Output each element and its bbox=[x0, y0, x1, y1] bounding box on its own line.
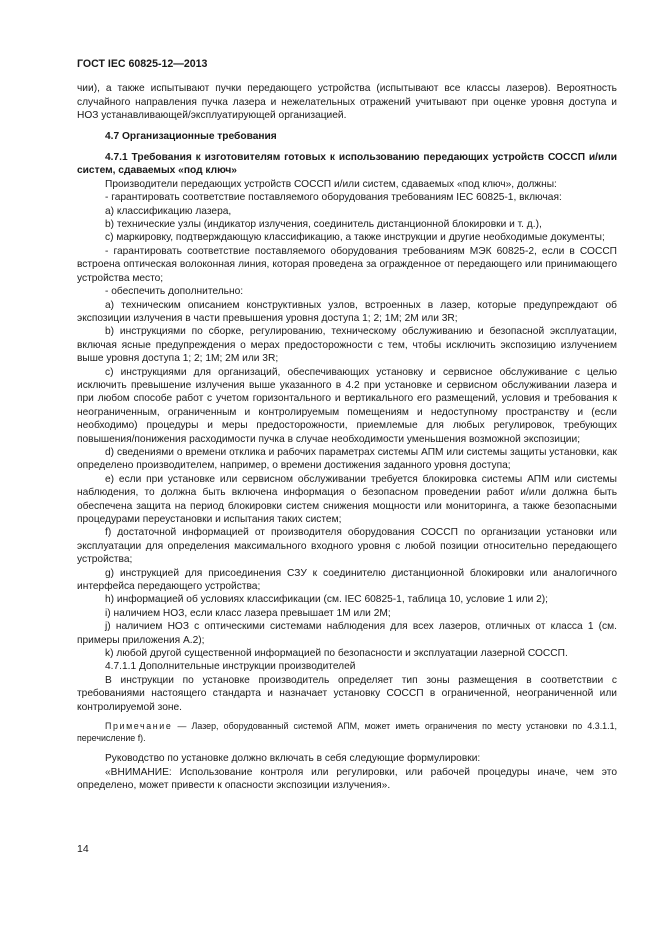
list-item: - обеспечить дополнительно: bbox=[105, 286, 244, 298]
list-item: c) инструкциями для организаций, обеспечивающих установку и сервисное обслуживание с целью исключить превышение излучения выше указанного в 4.2 при установке и сервисном обслуживании лазера и при любом способе работ с учетом горизонтального и вертикального его размещений, условия и требования к неограниченным, ограниченным и контролируемым помещениям и недоступному пространству и (если необходимо) процедуры и меры предосторожности, приемлемые для любых регулировок, требующих повышения/понижения расходимости пучка в случае необходимости уменьшения возможной экспозиции; bbox=[77, 366, 617, 445]
list-item: a) классификацию лазера, bbox=[105, 205, 232, 217]
list-item: - гарантировать соответствие поставляемого оборудования требованиям МЭК 60825-2, если в СОССП встроена оптическая волоконная линия, которая проведена за огражденное от передающего или принимающего устройства место; bbox=[77, 245, 617, 284]
list-item: b) инструкциями по сборке, регулированию, техническому обслуживанию и безопасной эксплуатации, включая ясные предупреждения о мерах предосторожности с тем, чтобы исключить экспозицию излучением выше уровня доступа 1; 2; 1M; 2M или 3R; bbox=[77, 326, 617, 365]
document-header: ГОСТ IEC 60825-12—2013 bbox=[77, 58, 208, 70]
subsection-heading-4-7-1-1: 4.7.1.1 Дополнительные инструкции производителей bbox=[105, 661, 356, 673]
list-item: e) если при установке или сервисном обслуживании требуется блокировка системы АПМ или системы наблюдения, то должна быть включена информация о безопасном проведении работ и/или должна быть обеспечена защита на период блокировки систем снижения мощности или мониторинга, а также безопасными процедурами переустановки и испытания таких систем; bbox=[77, 473, 617, 525]
paragraph: В инструкции по установке производитель определяет тип зоны размещения в соответствии с требованиями настоящего стандарта и назначает установку СОССП в ограниченной, неограниченной или контролируемой зоне. bbox=[77, 674, 617, 713]
list-item: h) информацией об условиях классификации (см. IEC 60825-1, таблица 10, условие 1 или 2); bbox=[105, 594, 549, 606]
warning-text: «ВНИМАНИЕ: Использование контроля или регулировки, или рабочей процедуры иначе, чем это определено, может привести к опасности экспозиции излучения». bbox=[77, 766, 617, 791]
list-item: b) технические узлы (индикатор излучения, соединитель дистанционной блокировки и т. д.), bbox=[105, 219, 542, 231]
document-page bbox=[77, 58, 617, 792]
list-item: f) достаточной информацией от производителя оборудования СОССП по организации установки или эксплуатации для определения максимального входного уровня с любой позиции относительно передающего устройства; bbox=[77, 527, 617, 566]
paragraph: Производители передающих устройств СОССП и/или систем, сдаваемых «под ключ», должны: bbox=[105, 178, 557, 190]
paragraph-continuation: чии), а также испытывают пучки передающего устройства (испытывают все классы лазеров). Вероятность случайного направления пучка лазера и нежелательных отражений учитывают при оценке уровня доступа и НОЗ устанавливающей/эксплуатирующей организацией. bbox=[77, 83, 617, 122]
list-item: g) инструкцией для присоединения СЗУ к соединителю дистанционной блокировки или аналогичного интерфейса передающего устройства; bbox=[77, 567, 617, 593]
paragraph: Руководство по установке должно включать в себя следующие формулировки: bbox=[105, 753, 481, 765]
list-item: d) сведениями о времени отклика и рабочих параметрах системы АПМ или системы защиты установки, как определено производителем, например, о времени достижения заданного уровня доступа; bbox=[77, 446, 617, 472]
list-item: a) техническим описанием конструктивных узлов, встроенных в лазер, которые предупреждают об экспозиции излучения в части превышения уровня доступа 1; 2; 1M; 2M или 3R; bbox=[77, 299, 617, 324]
list-item: c) маркировку, подтверждающую классификацию, а также инструкции и другие необходимые документы; bbox=[105, 232, 605, 244]
list-item: k) любой другой существенной информацией по безопасности и эксплуатации лазерной СОССП. bbox=[105, 648, 568, 660]
list-item: j) наличием НОЗ с оптическими системами наблюдения для всех лазеров, отличных от класса 1 (см. примеры приложения А.2); bbox=[77, 621, 617, 646]
list-item: i) наличием НОЗ, если класс лазера превышает 1M или 2M; bbox=[105, 607, 391, 619]
note-text: — Лазер, оборудованный системой АПМ, может иметь ограничения по месту установки по 4.3.1.1, перечисление f). bbox=[77, 721, 617, 744]
section-heading-4-7: 4.7 Организационные требования bbox=[105, 130, 277, 142]
note bbox=[77, 720, 617, 744]
page-number: 14 bbox=[77, 843, 89, 855]
section-heading-4-7-1: 4.7.1 Требования к изготовителям готовых к использованию передающих устройств СОССП и/или систем, сдаваемых «под ключ» bbox=[77, 152, 617, 177]
note-label: Примечание bbox=[105, 721, 173, 732]
list-item: - гарантировать соответствие поставляемого оборудования требованиям IEC 60825-1, включая: bbox=[105, 192, 562, 204]
